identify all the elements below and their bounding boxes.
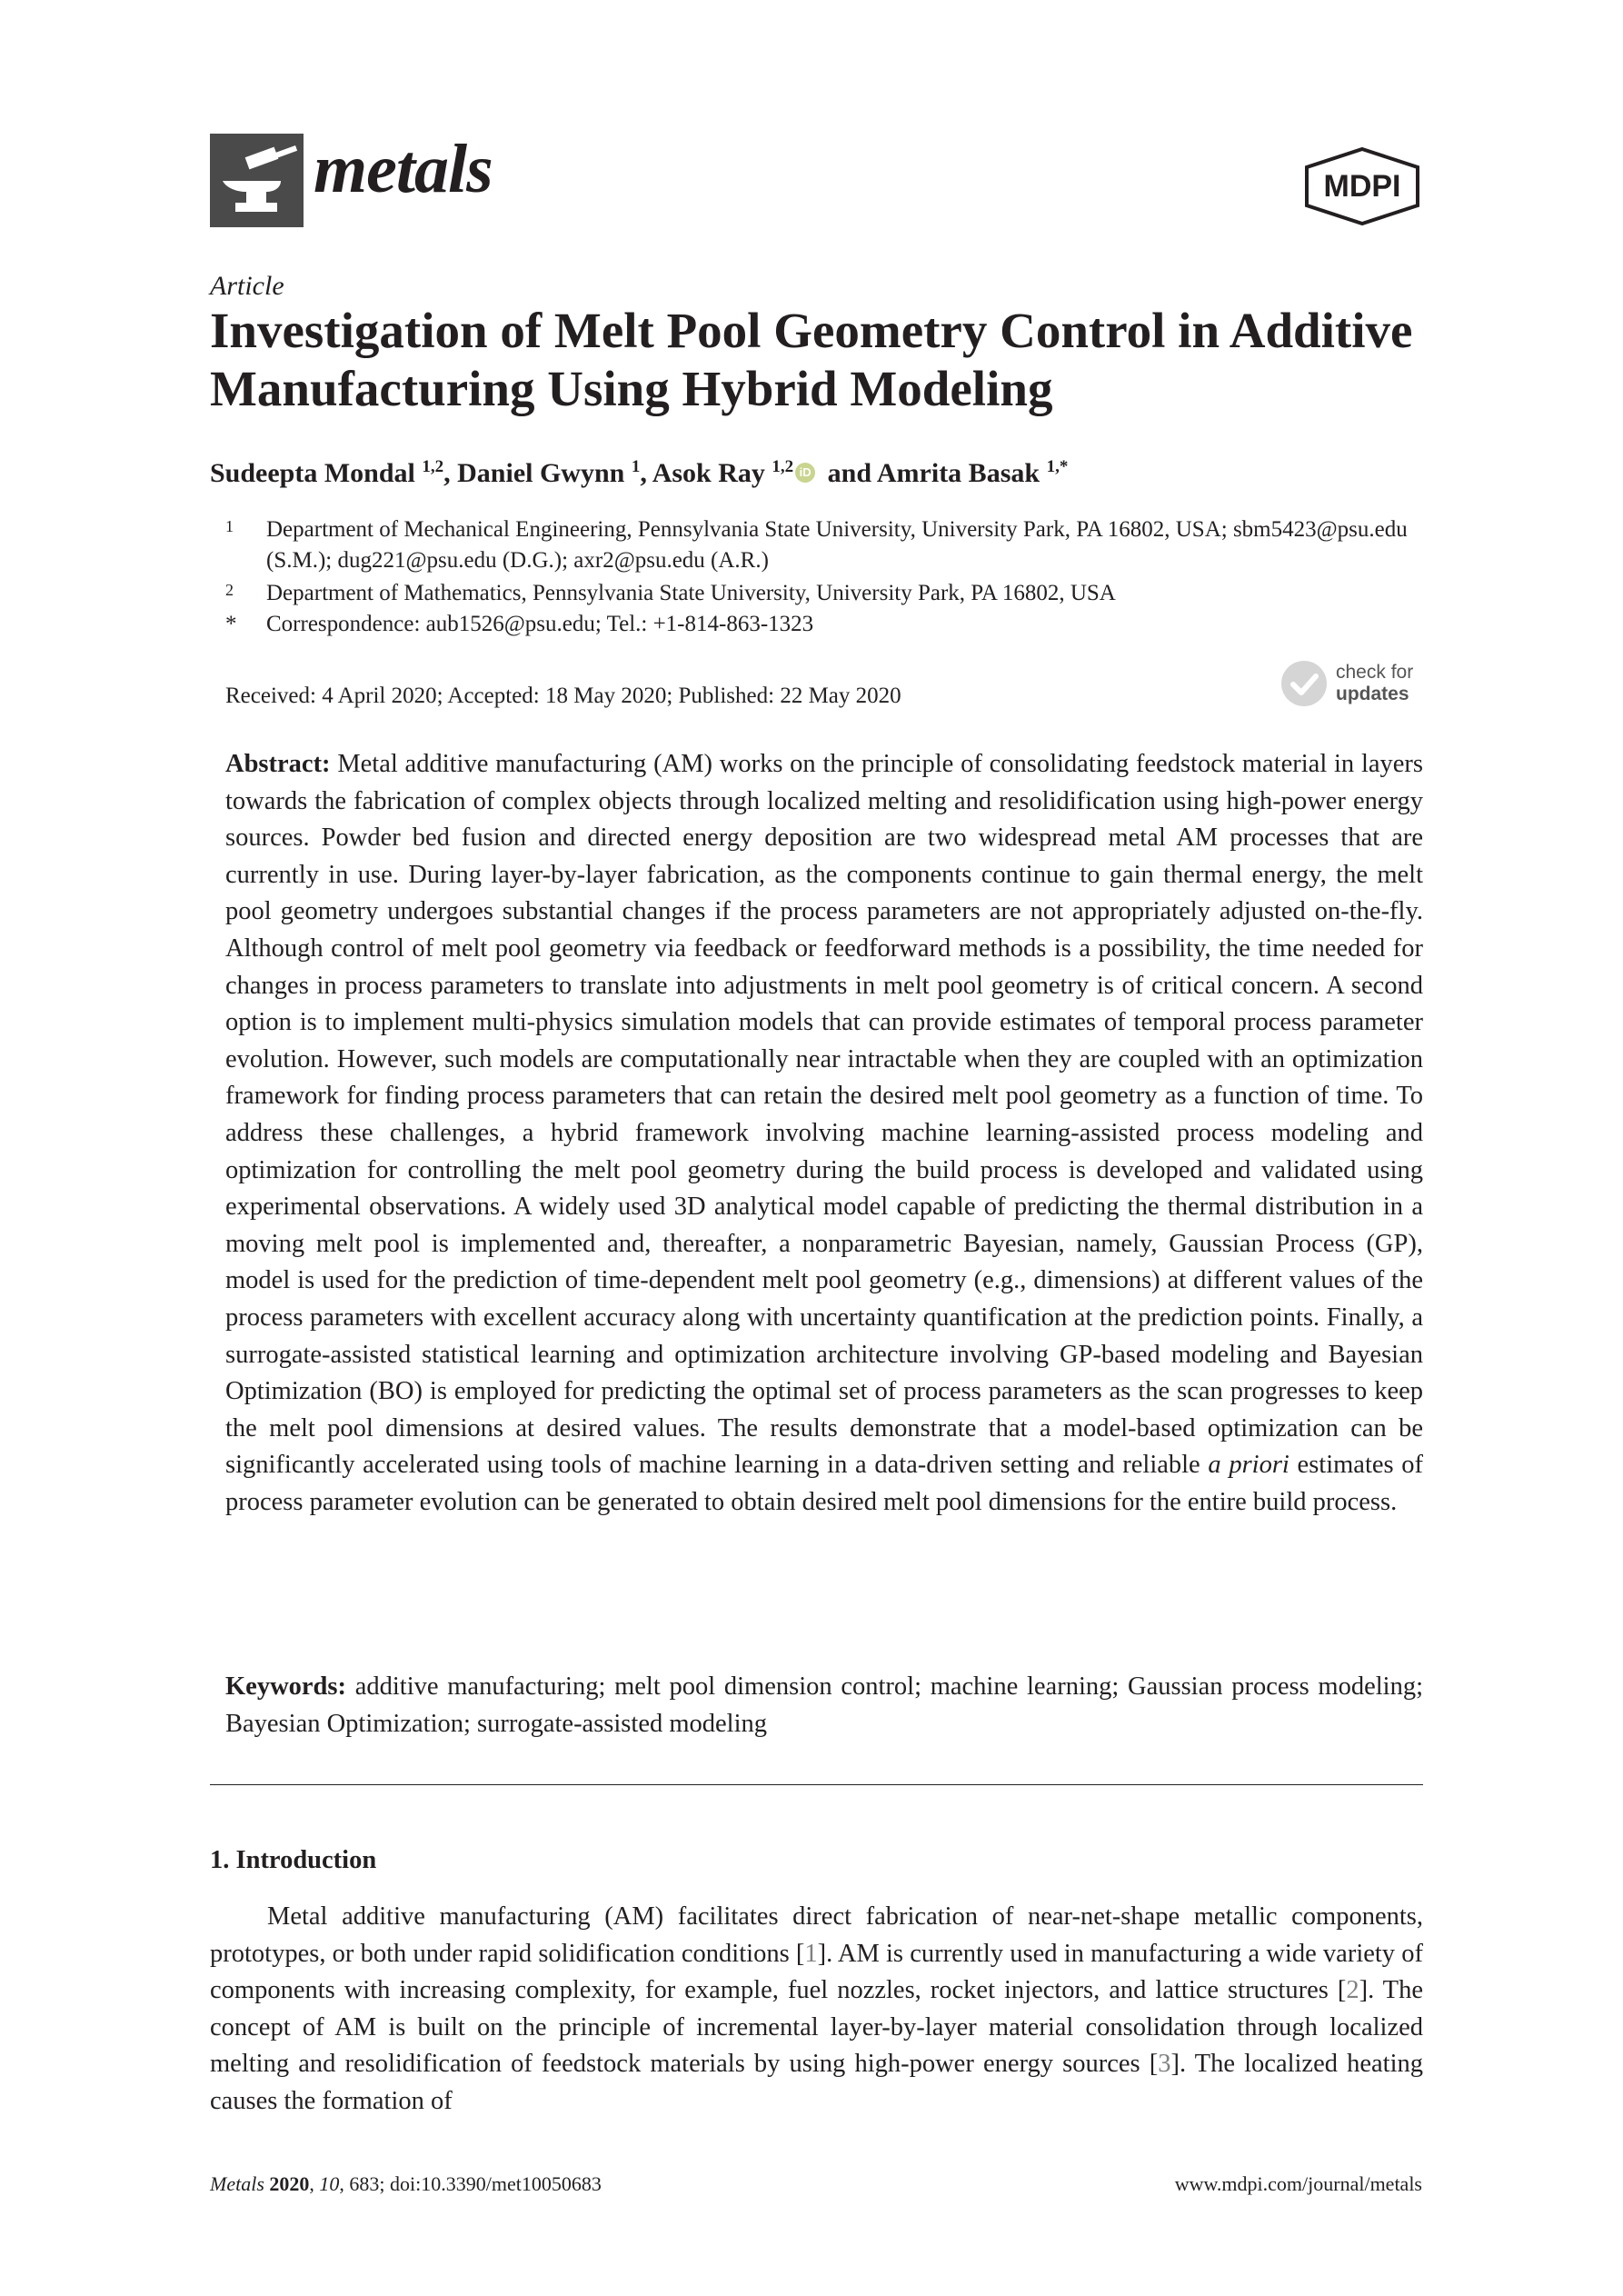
orcid-icon[interactable]: iD: [795, 463, 815, 483]
journal-logo: [210, 134, 304, 227]
citation-link[interactable]: 2: [1346, 1976, 1359, 2005]
author-list: Sudeepta Mondal $^{1,2}$, Daniel Gwynn $^1$, Asok Ray $^{1,2}$ iD and Amrita Basak $^{1,*}$: [210, 457, 1069, 488]
citation-footer: Metals 2020, 10, 683; doi:10.3390/met10050683: [210, 2172, 602, 2195]
abstract-label: Abstract:: [225, 750, 331, 778]
svg-text:MDPI: MDPI: [1323, 169, 1401, 204]
keywords-label: Keywords:: [225, 1672, 346, 1701]
author-affiliation-mark: 1,2: [422, 457, 444, 476]
paper-title: Investigation of Melt Pool Geometry Control in Additive Manufacturing Using Hybrid Modeling: [210, 303, 1413, 416]
divider: [210, 1784, 1423, 1785]
author-affiliation-mark: 1,2: [772, 457, 794, 476]
article-type: Article: [210, 271, 284, 301]
mdpi-logo: [1299, 145, 1425, 227]
author-name[interactable]: Daniel Gwynn: [457, 458, 625, 488]
affiliation-2: 2 Department of Mathematics, Pennsylvania State University, University Park, PA 16802, USA: [225, 581, 1116, 605]
author-name[interactable]: Amrita Basak: [876, 458, 1041, 488]
check-for-updates-button[interactable]: check for updates: [1281, 659, 1436, 714]
author-name[interactable]: Asok Ray: [652, 458, 765, 488]
author-affiliation-mark: 1: [631, 457, 641, 476]
abstract: Abstract: Metal additive manufacturing (AM) works on the principle of consolidating feedstock material in layers towards the fabrication of complex objects through localized melting and resolidification using high-power energy sources. Powder bed fusion and directed energy deposition are two widespread metal AM processes that are currently in use. During layer-by-layer fabrication, as the components continue to gain thermal energy, the melt pool geometry undergoes substantial changes if the process parameters are not appropriately adjusted on-the-fly. Although control of melt pool geometry via feedback or feedforward methods is a possibility, the time needed for changes in process parameters to translate into adjustments in melt pool geometry is of critical concern. A second option is to implement multi-physics simulation models that can provide estimates of temporal process parameter evolution. However, such models are computationally near intractable when they are coupled with an optimization framework for finding process parameters that can retain the desired melt pool geometry as a function of time. To address these challenges, a hybrid framework involving machine learning-assisted process modeling and optimization for controlling the melt pool geometry during the build process is developed and validated using experimental observations. A widely used 3D analytical model capable of predicting the thermal distribution in a moving melt pool is implemented and, thereafter, a nonparametric Bayesian, namely, Gaussian Process (GP), model is used for the prediction of time-dependent melt pool geometry (e.g., dimensions) at different values of the process parameters with excellent accuracy along with uncertainty quantification at the prediction points. Finally, a surrogate-assisted statistical learning and optimization architecture involving GP-based modeling and Bayesian Optimization (BO) is employed for predicting the optimal set of process parameters as the scan progresses to keep the melt pool dimensions at desired values. The results demonstrate that a model-based optimization can be significantly accelerated using tools of machine learning in a data-driven setting and reliable a priori estimates of process parameter evolution can be generated to obtain desired melt pool dimensions for the entire build process.: [225, 750, 1424, 1516]
section-heading: 1. Introduction: [210, 1846, 377, 1874]
correspondence: * Correspondence: aub1526@psu.edu; Tel.: +1-814-863-1323: [225, 612, 814, 636]
citation-link[interactable]: 1: [804, 1939, 818, 1968]
author-affiliation-mark: 1,*: [1046, 457, 1069, 476]
journal-url-link[interactable]: www.mdpi.com/journal/metals: [1174, 2172, 1422, 2195]
citation-link[interactable]: 3: [1158, 2050, 1171, 2079]
keywords: Keywords: additive manufacturing; melt pool dimension control; machine learning; Gaussian process modeling; Bayesian Optimization; surrogate-assisted modeling: [225, 1672, 1423, 1738]
author-name[interactable]: Sudeepta Mondal: [210, 458, 415, 488]
affiliation-1: 1 Department of Mechanical Engineering, Pennsylvania State University, University Park, PA 16802, USA; sbm5423@psu.edu (S.M.); dug221@psu.edu (D.G.); axr2@psu.edu (A.R.): [225, 517, 1408, 573]
check-icon: [1281, 661, 1327, 706]
introduction-paragraph: Metal additive manufacturing (AM) facilitates direct fabrication of near-net-shape metallic components, prototypes, or both under rapid solidification conditions [1]. AM is currently used in manufacturing a wide variety of components with increasing complexity, for example, fuel nozzles, rocket injectors, and lattice structures [2]. The concept of AM is built on the principle of incremental layer-by-layer material consolidation through localized melting and resolidification of feedstock materials by using high-power energy sources [3]. The localized heating causes the formation of: [210, 1902, 1423, 2115]
journal-name: metals: [314, 131, 493, 207]
publication-dates: Received: 4 April 2020; Accepted: 18 May 2020; Published: 22 May 2020: [225, 684, 901, 708]
